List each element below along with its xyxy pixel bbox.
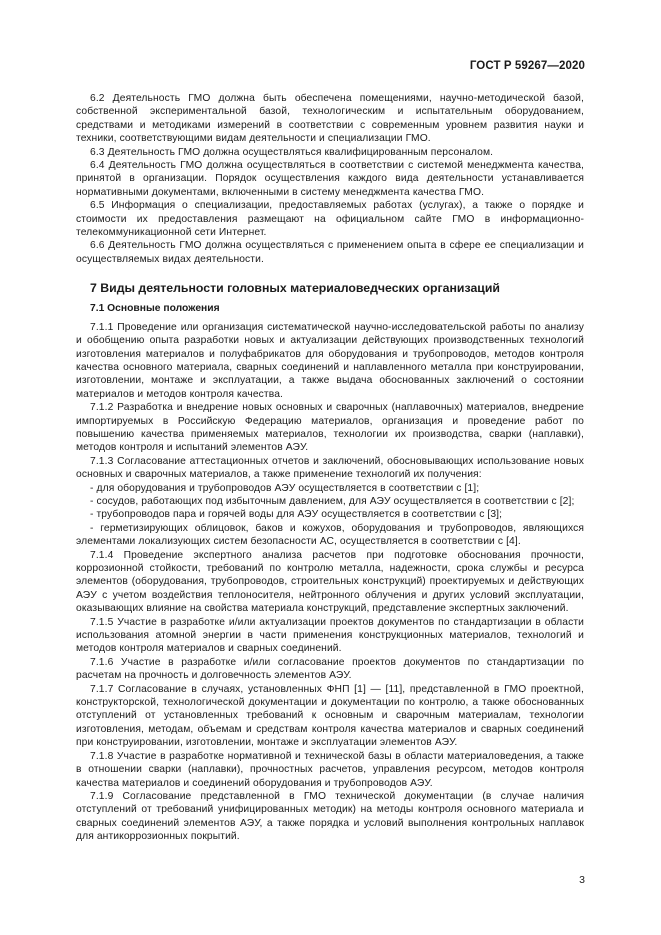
document-code-header: ГОСТ Р 59267—2020 <box>469 60 585 72</box>
paragraph-6-3: 6.3 Деятельность ГМО должна осуществляться квалифицированным персоналом. <box>90 146 494 158</box>
document-body <box>76 92 584 844</box>
paragraph-6-5: 6.5 Информация о специализации, предоставляемых работах (услугах), а также о порядке и стоимости их предоставления размещают на официальном сайте ГМО в информационно-телекоммуникационной сети Интернет. <box>76 200 584 239</box>
list-item: - для оборудования и трубопроводов АЭУ осуществляется в соответствии с [1]; <box>90 482 480 494</box>
list-item: - трубопроводов пара и горячей воды для АЭУ осуществляется в соответствии с [3]; <box>90 509 503 521</box>
list-item: - герметизирующих облицовок, баков и кожухов, оборудования и трубопроводов, являющихся элементами локализующих систем безопасности АС, осуществляется в соответствии с [4]. <box>76 522 584 548</box>
paragraph-6-2: 6.2 Деятельность ГМО должна быть обеспечена помещениями, научно-методической базой, собственной экспериментальной базой, технологическим и испытательным оборудованием, средствами и методиками измерений в соответствии с современным уровнем развития науки и техники, соответствующими видам деятельности и специализации ГМО. <box>76 93 584 145</box>
subsection-7-1-title: 7.1 Основные положения <box>90 303 220 315</box>
paragraph-6-4: 6.4 Деятельность ГМО должна осуществляться в соответствии с системой менеджмента качества, принятой в организации. Порядок осуществления каждого вида деятельности устанавливается нормативными документами, включенными в систему менеджмента качества ГМО. <box>76 160 584 198</box>
paragraph-7-1-5: 7.1.5 Участие в разработке и/или актуализации проектов документов по стандартизации в области использования атомной энергии в части применения конструкционных материалов, технологий и методов контроля материалов и сварных соединений. <box>76 616 584 655</box>
paragraph-7-1-9: 7.1.9 Согласование представленной в ГМО технической документации (в случае наличия отступлений от требований унифицированных методик) на методы контроля основного материала и сварных соединений элементов АЭУ, а также порядка и условий выполнения контрольных наплавок для антикоррозионных покрытий. <box>76 790 584 843</box>
section-7-title: 7 Виды деятельности головных материаловедческих организаций <box>90 281 500 296</box>
paragraph-7-1-8: 7.1.8 Участие в разработке нормативной и технической базы в области материаловедения, а также в отношении сварки (наплавки), прочностных расчетов, управления ресурсом, методов контроля качества материалов и соединений оборудования и трубопроводов АЭУ. <box>76 750 584 789</box>
list-item: - сосудов, работающих под избыточным давлением, для АЭУ осуществляется в соответствии с [2]; <box>90 495 575 507</box>
paragraph-7-1-4: 7.1.4 Проведение экспертного анализа расчетов при подготовке обоснования прочности, коррозионной стойкости, требований по контролю металла, надежности, срока службы и ресурса элементов (оборудования, трубопроводов, строительных конструкций) проектируемых и действующих АЭУ с учетом воздействия теплоносителя, нейтронного облучения и других условий эксплуатации, оказывающих влияние на свойства материала конструкций, представление экспертных заключений. <box>76 549 584 615</box>
paragraph-7-1-3: 7.1.3 Согласование аттестационных отчетов и заключений, обосновывающих использование новых основных и сварочных материалов, а также применение технологий их получения: <box>76 455 584 481</box>
paragraph-7-1-2: 7.1.2 Разработка и внедрение новых основных и сварочных (наплавочных) материалов, внедрение импортируемых в Российскую Федерацию материалов, организация и проведение работ по повышению качества применяемых материалов, технологии их производства, сварки (наплавки), методов контроля и испытаний элементов АЭУ. <box>76 402 584 454</box>
page-number: 3 <box>579 874 585 886</box>
paragraph-7-1-7: 7.1.7 Согласование в случаях, установленных ФНП [1] — [11], представленной в ГМО проектной, конструкторской, технологической документации и документации по контролю, а также обоснованных отступлений от установленных требований к основным и сварочным материалам, технологии изготовления, методам, объемам и средствам контроля качества материалов и сварных соединений при конструировании, изготовлении, монтаже и эксплуатации элементов АЭУ. <box>76 683 584 749</box>
paragraph-7-1-6: 7.1.6 Участие в разработке и/или согласование проектов документов по стандартизации по расчетам на прочность и долговечность элементов АЭУ. <box>76 656 584 682</box>
paragraph-6-6: 6.6 Деятельность ГМО должна осуществляться с применением опыта в сфере ее специализации и осуществляемых видах деятельности. <box>76 240 584 265</box>
paragraph-7-1-1: 7.1.1 Проведение или организация систематической научно-исследовательской работы по анализу и обобщению опыта разработки новых и актуализации действующих производственных технологий изготовления материалов и полуфабрикатов для оборудования и трубопроводов, методов контроля качества основного материала, сварных соединений и наплавленного металла при конструировании, изготовлении, монтаже и эксплуатации, а также выдача обоснованных заключений о состоянии материалов и методов контроля качества. <box>76 321 584 400</box>
